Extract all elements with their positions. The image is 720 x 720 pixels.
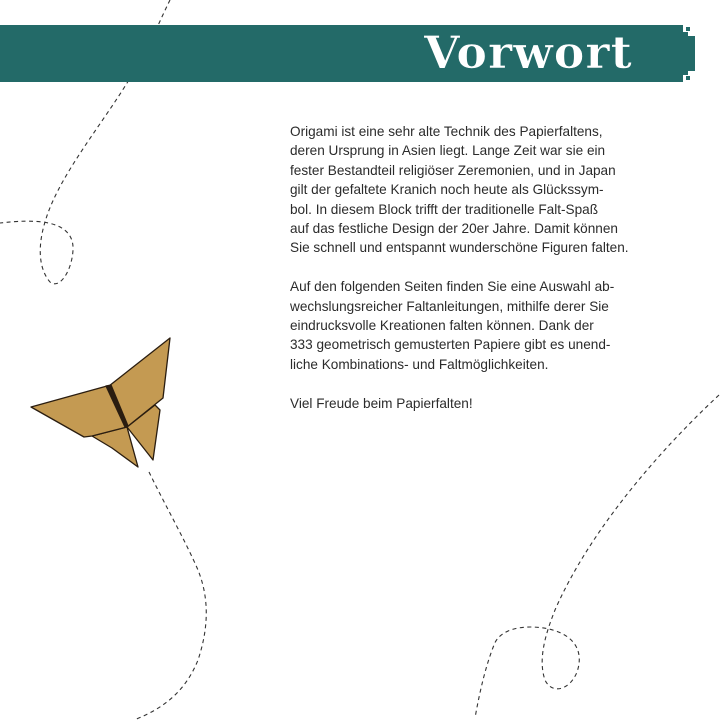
text-line: eindrucksvolle Kreationen falten können. Dank der [290,318,594,334]
text-line: liche Kombinations- und Faltmöglichkeiten. [290,356,549,372]
text-line: bol. In diesem Block trifft der traditionelle Falt-Spaß [290,201,599,217]
text-line: Sie schnell und entspannt wunderschöne Figuren falten. [290,240,629,256]
page-title: Vorwort [424,26,633,79]
text-line: fester Bestandteil religiöser Zeremonien, und in Japan [290,162,616,178]
text-line: wechslungsreicher Faltanleitungen, mithilfe derer Sie [290,298,609,314]
text-line: 333 geometrisch gemusterten Papiere gibt es unend- [290,337,611,353]
text-line: Auf den folgenden Seiten finden Sie eine Auswahl ab- [290,279,615,295]
text-line: Origami ist eine sehr alte Technik des Papierfaltens, [290,124,603,139]
text-line: auf das festliche Design der 20er Jahre. Damit können [290,221,618,237]
text-line: Viel Freude beim Papierfalten! [290,395,473,411]
text-line: deren Ursprung in Asien liegt. Lange Zeit war sie ein [290,143,606,159]
text-line: gilt der gefaltete Kranich noch heute als Glückssym- [290,182,604,198]
